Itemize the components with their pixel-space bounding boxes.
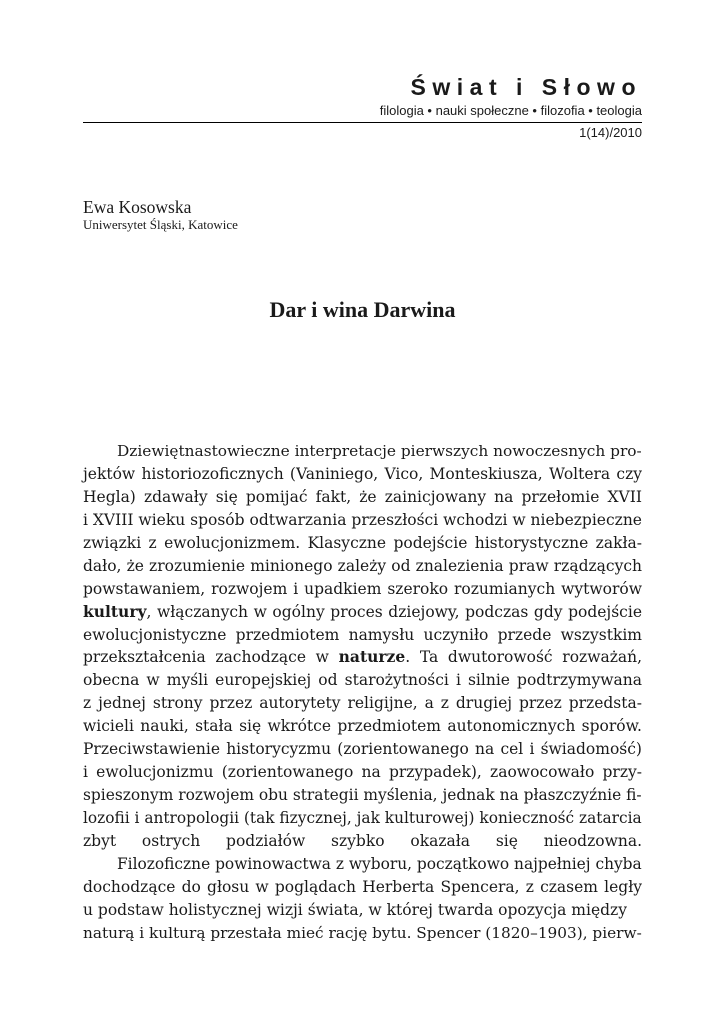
text-line: Dziewiętnastowieczne interpretacje pierwszych nowoczesnych pro- [117,442,642,460]
text-line: Przeciwstawienie historycyzmu (zorientowanego na cel i świadomość) [83,740,642,759]
text-line: z jednej strony przez autorytety religijne, a z drugiej przez przedsta- [83,694,642,713]
bold-term-naturze: naturze [338,647,406,667]
text-line: jektów historiozoficznych (Vaniniego, Vico, Monteskiusza, Woltera czy [83,464,643,483]
text-line: wicieli nauki, stała się wkrótce przedmiotem autonomicznych sporów. [83,717,642,736]
body-text [83,440,642,945]
text-run: . Ta dwutorowość rozważań, [405,648,643,667]
text-line: u podstaw holistycznej wizji świata, w której twarda opozycja między [83,900,627,919]
text-line: związki z ewolucjonizmem. Klasyczne podejście historystyczne zakła- [83,533,642,552]
journal-subtitle: filologia • nauki społeczne • filozofia • teologia [379,103,642,118]
text-line: Hegla) zdawały się pomijać fakt, że zainicjowany na przełomie XVII [83,487,642,506]
header-rule [83,122,642,123]
text-line: dało, że zrozumienie minionego zależy od znalezienia praw rządzących [83,556,643,575]
text-line [83,601,642,624]
text-line: dochodzące do głosu w poglądach Herberta Spencera, z czasem legły [83,877,642,896]
issue-number: 1(14)/2010 [579,125,642,140]
article-title: Dar i wina Darwina [269,297,456,322]
journal-title: Świat i Słowo [410,74,642,100]
text-line: spieszonym rozwojem obu strategii myślenia, jednak na płaszczyźnie fi- [83,786,642,805]
bold-term-kultury: kultury [83,601,147,621]
text-line [83,646,642,669]
text-line: powstawaniem, rozwojem i upadkiem szeroko rozumianych wytworów [83,579,642,598]
author-affiliation: Uniwersytet Śląski, Katowice [83,217,238,232]
text-line: lozofii i antropologii (tak fizycznej, jak kulturowej) konieczność zatarcia [83,809,642,827]
text-line: obecna w myśli europejskiej od starożytności i silnie podtrzymywana [83,671,642,690]
text-run: , włączanych w ogólny proces dziejowy, podczas gdy podejście [146,602,642,621]
text-line: i XVIII wieku sposób odtwarzania przeszłości wchodzi w niebezpieczne [83,510,642,529]
text-line: i ewolucjonizmu (zorientowanego na przypadek), zaowocowało przy- [83,763,642,782]
text-run: przekształcenia zachodzące w [83,648,339,667]
text-line: ewolucjonistyczne przedmiotem namysłu uczyniło przede wszystkim [83,625,642,644]
text-line: zbyt ostrych podziałów szybko okazała się nieodzowna. [83,831,643,850]
text-line: Filozoficzne powinowactwa z wyboru, początkowo najpełniej chyba [117,854,642,873]
author-name: Ewa Kosowska [83,197,192,217]
text-line: naturą i kulturą przestała mieć rację bytu. Spencer (1820–1903), pierw- [83,923,642,942]
